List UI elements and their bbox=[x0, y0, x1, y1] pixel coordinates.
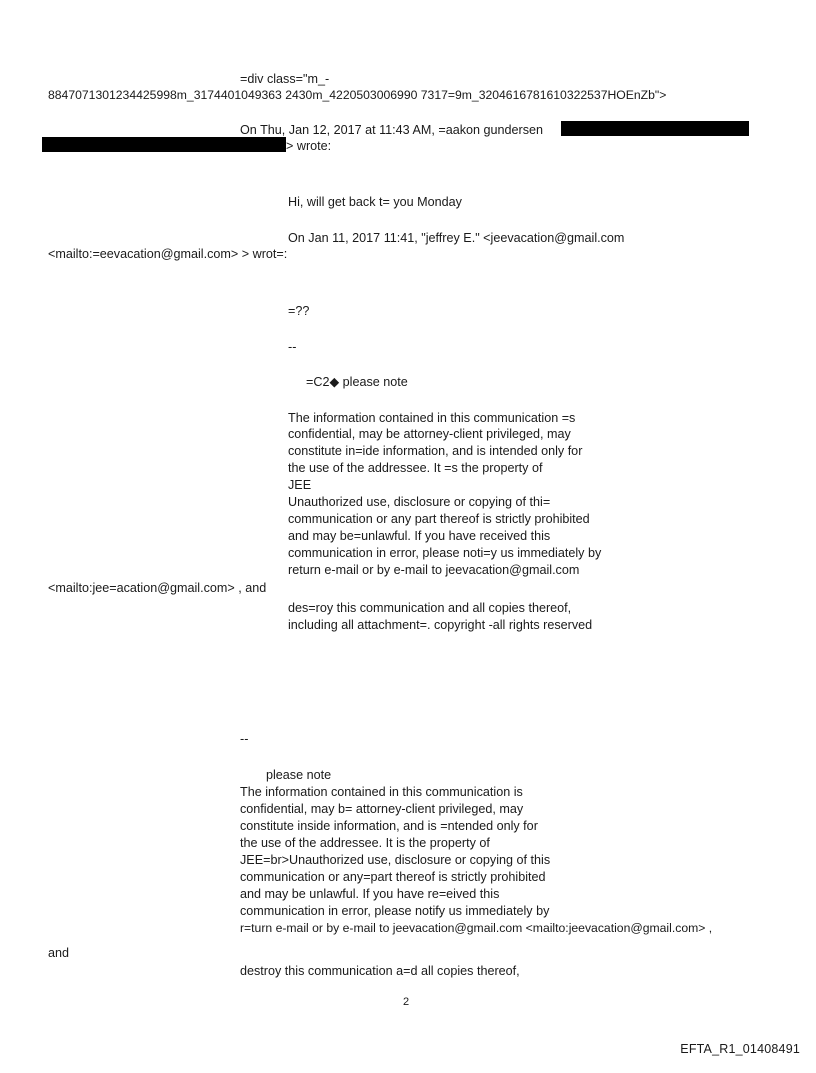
disclaimer2-line: communication in error, please notify us immediately by bbox=[240, 904, 550, 918]
disclaimer2-line: JEE=br>Unauthorized use, disclosure or copying of this bbox=[240, 853, 551, 867]
separator-dash-2: -- bbox=[240, 732, 249, 746]
disclaimer1-line: and may be=unlawful. If you have received this bbox=[288, 529, 551, 543]
disclaimer2-line: r=turn e-mail or by e-mail to jeevacation@gmail.com <mailto:jeevacation@gmail.com> , bbox=[240, 921, 713, 935]
disclaimer2-line: constitute inside information, and is =ntended only for bbox=[240, 819, 538, 833]
disclaimer1-line: the use of the addressee. It =s the property of bbox=[288, 461, 543, 475]
separator-dash-1: -- bbox=[288, 340, 297, 354]
disclaimer1-line: Unauthorized use, disclosure or copying of thi= bbox=[288, 495, 551, 509]
hi-line: Hi, will get back t= you Monday bbox=[288, 195, 462, 209]
redaction-block-1 bbox=[561, 121, 749, 136]
destroy-line: destroy this communication a=d all copies thereof, bbox=[240, 964, 520, 978]
disclaimer1-line: confidential, may be attorney-client privileged, may bbox=[288, 427, 571, 441]
disclaimer1-line: communication in error, please noti=y us immediately by bbox=[288, 546, 602, 560]
on-thu-line: On Thu, Jan 12, 2017 at 11:43 AM, =aakon gundersen bbox=[240, 123, 544, 137]
and-line: and bbox=[48, 946, 70, 960]
question-line: =?? bbox=[288, 304, 310, 318]
disclaimer1-line: return e-mail or by e-mail to jeevacation@gmail.com bbox=[288, 563, 580, 577]
disclaimer1-line: communication or any part thereof is strictly prohibited bbox=[288, 512, 590, 526]
document-id: EFTA_R1_01408491 bbox=[680, 1042, 800, 1056]
disclaimer1-line: constitute in=ide information, and is intended only for bbox=[288, 444, 583, 458]
div-class-line-2: 8847071301234425998m_3174401049363 2430m_4220503006990 7317=9m_3204616781610322537HOEnZb"> bbox=[48, 88, 667, 102]
redaction-block-2 bbox=[42, 137, 286, 152]
disclaimer1-tail-line: des=roy this communication and all copies thereof, bbox=[288, 601, 572, 615]
disclaimer2-line: communication or any=part thereof is strictly prohibited bbox=[240, 870, 546, 884]
div-class-line-1: =div class="m_- bbox=[240, 72, 330, 86]
disclaimer2-line: and may be unlawful. If you have re=eived this bbox=[240, 887, 500, 901]
mailto-line: <mailto:=eevacation@gmail.com> > wrot=: bbox=[48, 247, 288, 261]
page-number: 2 bbox=[403, 996, 410, 1008]
disclaimer1-line: The information contained in this communication =s bbox=[288, 411, 576, 425]
disclaimer2-line: confidential, may b= attorney-client privileged, may bbox=[240, 802, 524, 816]
wrote-line: > wrote: bbox=[286, 139, 332, 153]
disclaimer2-line: the use of the addressee. It is the property of bbox=[240, 836, 490, 850]
disclaimer1-tail-line: including all attachment=. copyright -all rights reserved bbox=[288, 618, 593, 632]
please-note-2: please note bbox=[266, 768, 332, 782]
disclaimer1-line: JEE bbox=[288, 478, 312, 492]
on-jan-line: On Jan 11, 2017 11:41, "jeffrey E." <jeevacation@gmail.com bbox=[288, 231, 625, 245]
disclaimer1-mailto: <mailto:jee=acation@gmail.com> , and bbox=[48, 581, 267, 595]
please-note-1: =C2◆ please note bbox=[306, 375, 408, 389]
disclaimer2-line: The information contained in this communication is bbox=[240, 785, 523, 799]
